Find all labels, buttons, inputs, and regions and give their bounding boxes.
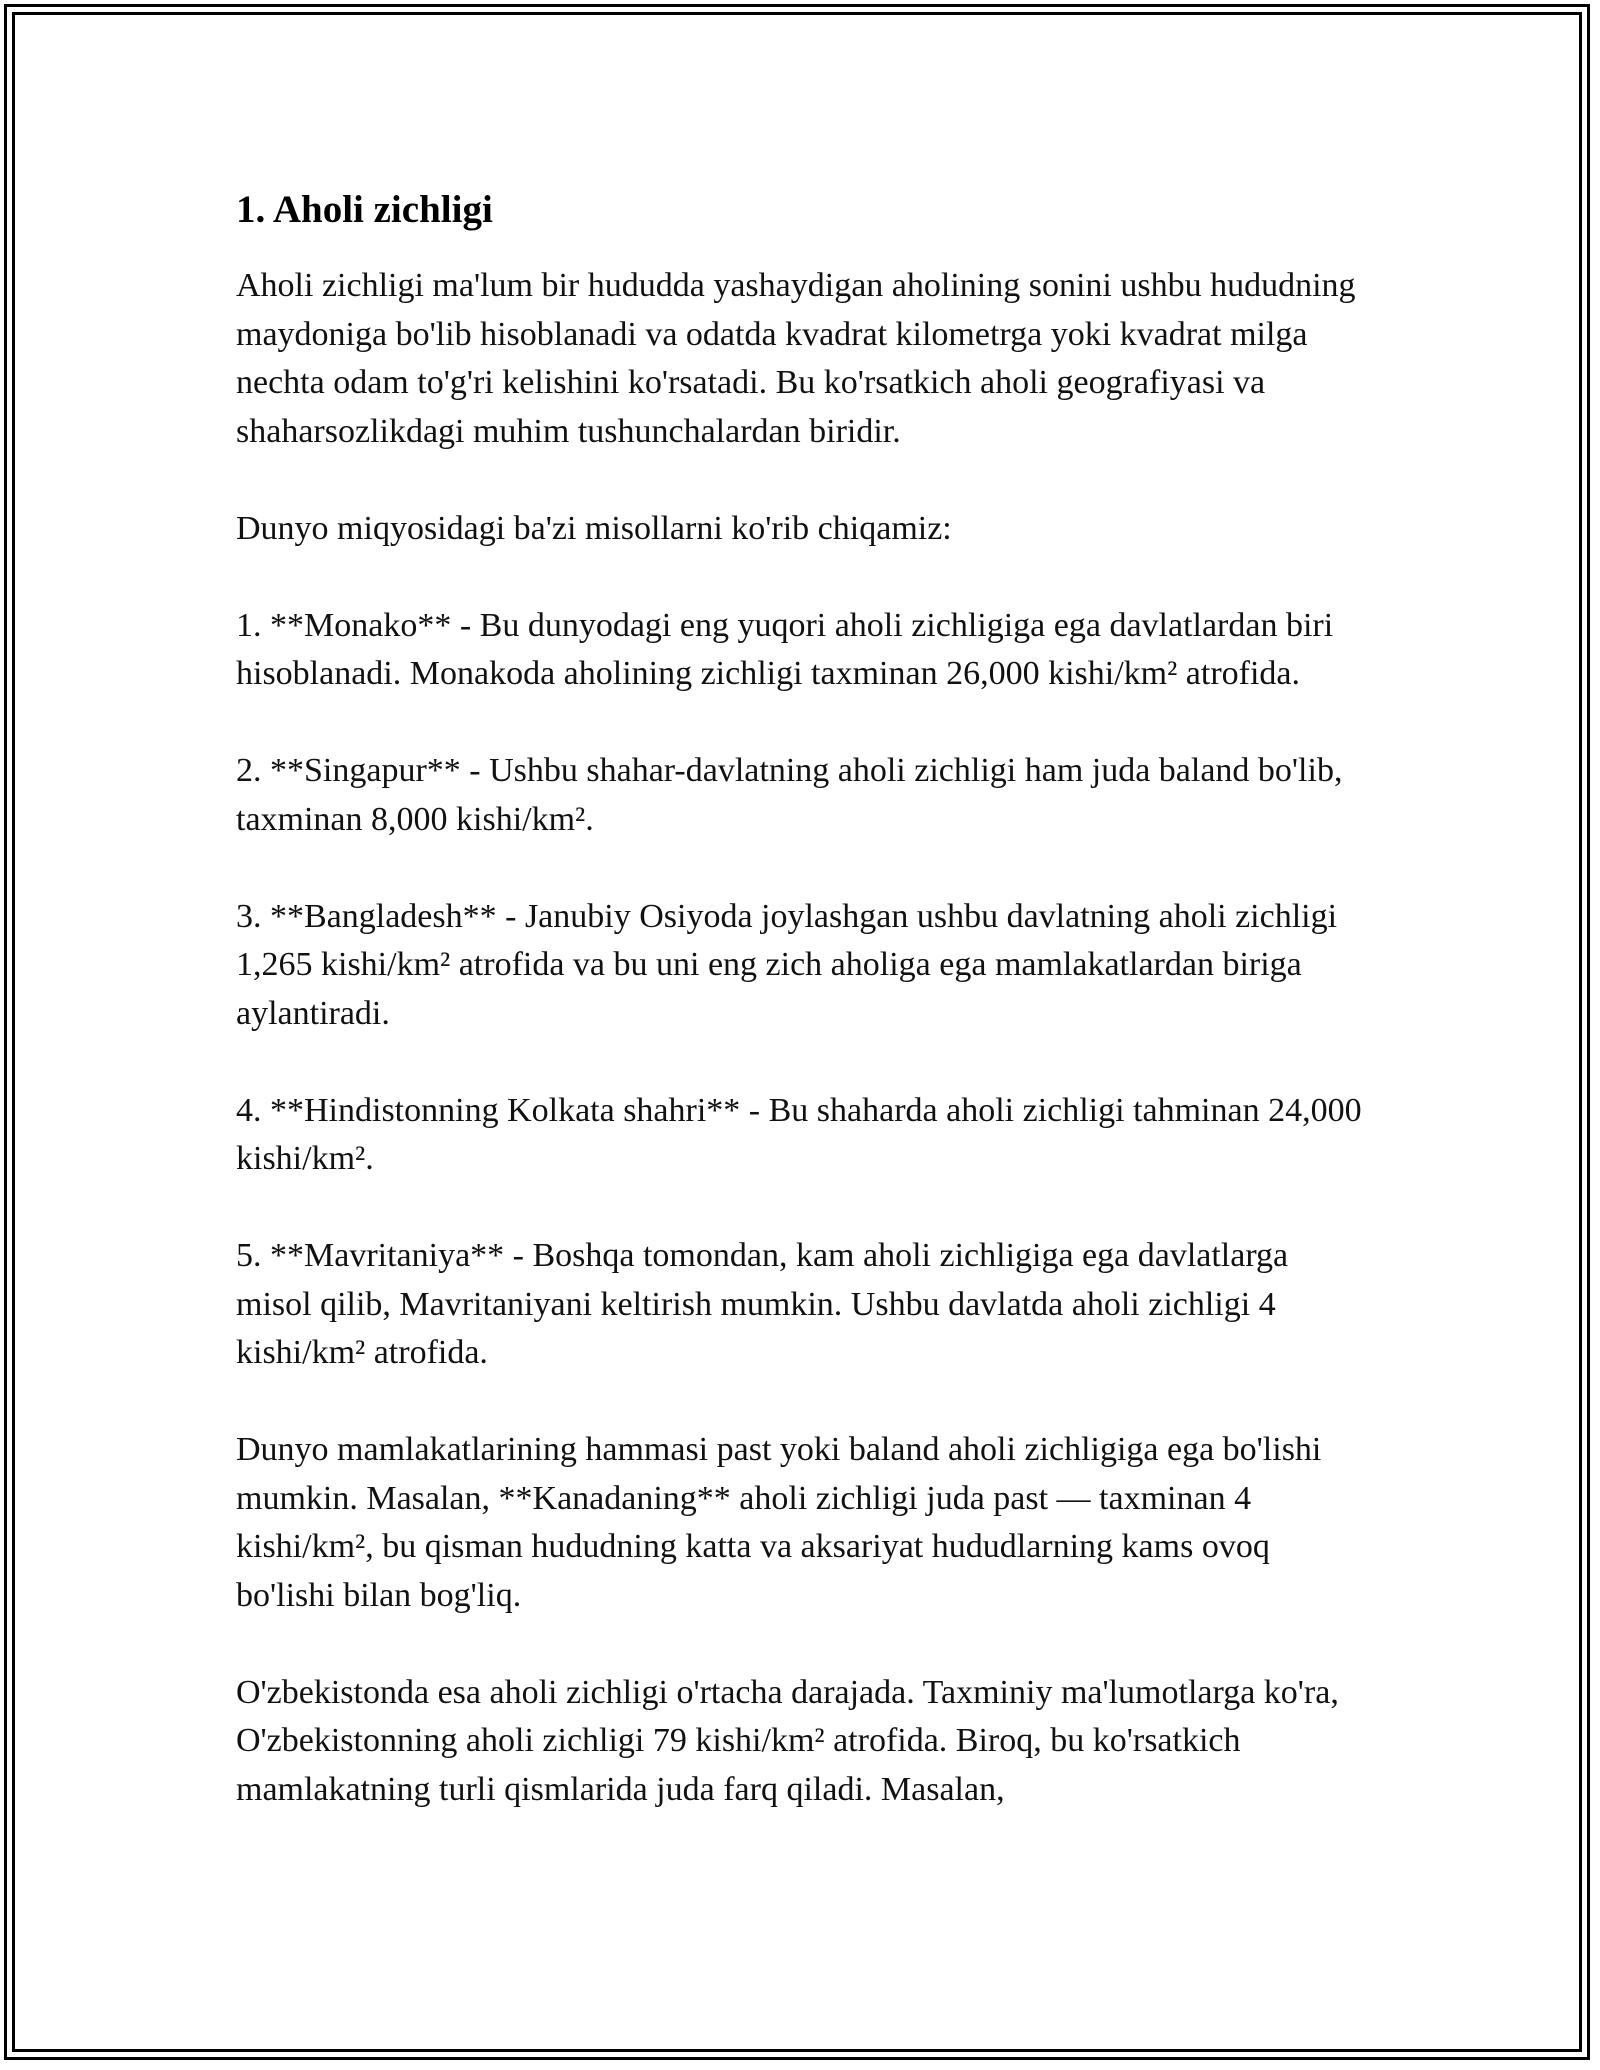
- intro-paragraph: Aholi zichligi ma'lum bir hududda yashaydigan aholining sonini ushbu hududning maydoniga bo'lib hisoblanadi va odatda kvadrat kilometrga yoki kvadrat milga nechta odam to'g'ri kelishini ko'rsatadi. Bu ko'rsatkich aholi geografiyasi va shaharsozlikdagi muhim tushunchalardan biridir.: [236, 267, 1356, 450]
- example-kolkata: 4. **Hindistonning Kolkata shahri** - Bu shaharda aholi zichligi tahminan 24,000 kishi/km².: [236, 1091, 1362, 1177]
- uzbekistan-paragraph: O'zbekistonda esa aholi zichligi o'rtacha darajada. Taxminiy ma'lumotlarga ko'ra, O'zbekistonning aholi zichligi 79 kishi/km² atrofida. Biroq, bu ko'rsatkich mamlakatning turli qismlarida juda farq qiladi. Masalan,: [236, 1673, 1339, 1808]
- example-bangladesh: 3. **Bangladesh** - Janubiy Osiyoda joylashgan ushbu davlatning aholi zichligi 1,265 kishi/km² atrofida va bu uni eng zich aholiga ega mamlakatlardan biriga aylantiradi.: [236, 897, 1338, 1032]
- example-monako: 1. **Monako** - Bu dunyodagi eng yuqori aholi zichligiga ega davlatlardan biri hisoblanadi. Monakoda aholining zichligi taxminan 26,000 kishi/km² atrofida.: [236, 606, 1334, 692]
- section-heading: 1. Aholi zichligi: [236, 188, 493, 231]
- document-body: [236, 186, 1366, 1863]
- example-mavritaniya: 5. **Mavritaniya** - Boshqa tomondan, kam aholi zichligiga ega davlatlarga misol qilib, Mavritaniyani keltirish mumkin. Ushbu davlatda aholi zichligi 4 kishi/km² atrofida.: [236, 1237, 1289, 1371]
- kanada-paragraph: Dunyo mamlakatlarining hammasi past yoki baland aholi zichligiga ega bo'lishi mumkin. Masalan, **Kanadaning** aholi zichligi juda past — taxminan 4 kishi/km², bu qisman hududning katta va aksariyat hududlarning kams ovoq bo'lishi bilan bog'liq.: [236, 1431, 1322, 1614]
- examples-intro-paragraph: Dunyo miqyosidagi ba'zi misollarni ko'rib chiqamiz:: [236, 509, 952, 547]
- example-singapur: 2. **Singapur** - Ushbu shahar-davlatning aholi zichligi ham juda baland bo'lib, taxminan 8,000 kishi/km².: [236, 752, 1343, 838]
